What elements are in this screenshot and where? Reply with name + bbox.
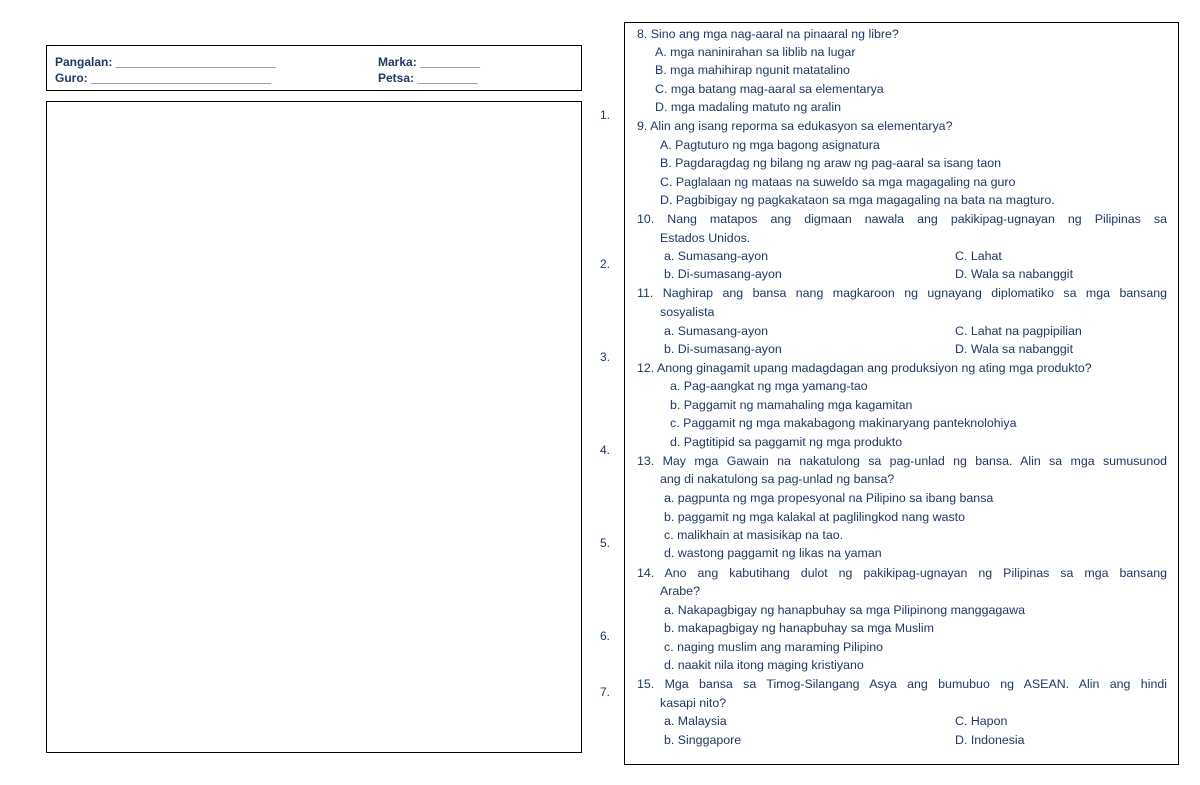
choice-b: b. paggamit ng mga kalakal at paglilingkod nang wasto — [664, 510, 966, 524]
choice-a: a. Malaysia — [664, 714, 727, 728]
choice-a: a. Pag-aangkat ng mga yamang-tao — [670, 379, 868, 393]
answer-number: 3. — [600, 350, 611, 364]
answer-number: 7. — [600, 685, 611, 699]
answer-number: 2. — [600, 257, 611, 271]
answer-area — [46, 101, 582, 753]
choice-a: a. Nakapagbigay ng hanapbuhay sa mga Pilipinong manggagawa — [664, 603, 1025, 617]
student-info-box — [46, 45, 582, 91]
question-stem: 11. Naghirap ang bansa nang magkaroon ng ugnayang diplomatiko sa mga bansang — [637, 286, 1167, 300]
question-stem-cont: sosyalista — [660, 305, 715, 319]
choice-d: D. Indonesia — [955, 733, 1025, 747]
choice-b: b. Di-sumasang-ayon — [664, 267, 782, 281]
choice-c: C. Lahat — [955, 249, 1002, 263]
choice-a: a. pagpunta ng mga propesyonal na Pilipino sa ibang bansa — [664, 491, 994, 505]
choice-b: b. Singgapore — [664, 733, 742, 747]
choice-d: d. wastong paggamit ng likas na yaman — [664, 546, 882, 560]
name-field[interactable]: Pangalan: ________________________ — [55, 55, 276, 69]
choice-c: c. naging muslim ang maraming Pilipino — [664, 640, 884, 654]
teacher-field[interactable]: Guro: ___________________________ — [55, 71, 272, 85]
choice-c: C. Lahat na pagpipilian — [955, 324, 1082, 338]
choice-d: D. Wala sa nabanggit — [955, 267, 1074, 281]
choice-b: B. mga mahihirap ngunit matatalino — [655, 63, 850, 77]
choice-d: d. naakit nila itong maging kristiyano — [664, 658, 864, 672]
question-stem-cont: Estados Unidos. — [660, 231, 751, 245]
answer-number: 4. — [600, 443, 611, 457]
question-stem: 10. Nang matapos ang digmaan nawala ang pakikipag-ugnayan ng Pilipinas sa — [637, 212, 1167, 226]
choice-b: B. Pagdaragdag ng bilang ng araw ng pag-aaral sa isang taon — [660, 156, 1001, 170]
choice-d: d. Pagtitipid sa paggamit ng mga produkto — [670, 435, 903, 449]
question-stem: 15. Mga bansa sa Timog-Silangang Asya ang bumubuo ng ASEAN. Alin ang hindi — [637, 677, 1167, 691]
choice-a: A. mga naninirahan sa liblib na lugar — [655, 45, 856, 59]
choice-a: a. Sumasang-ayon — [664, 249, 769, 263]
question-stem-cont: Arabe? — [660, 584, 700, 598]
question-stem: 12. Anong ginagamit upang madagdagan ang produksiyon ng ating mga produkto? — [637, 361, 1092, 375]
choice-a: a. Sumasang-ayon — [664, 324, 769, 338]
question-stem: 8. Sino ang mga nag-aaral na pinaaral ng libre? — [637, 27, 899, 41]
question-stem-cont: kasapi nito? — [660, 696, 727, 710]
choice-d: D. Wala sa nabanggit — [955, 342, 1074, 356]
score-field[interactable]: Marka: _________ — [378, 55, 481, 69]
question-stem-cont: ang di nakatulong sa pag-unlad ng bansa? — [660, 472, 895, 486]
choice-b: b. makapagbigay ng hanapbuhay sa mga Muslim — [664, 621, 935, 635]
question-stem: 14. Ano ang kabutihang dulot ng pakikipag-ugnayan ng Pilipinas sa mga bansang — [637, 566, 1167, 580]
choice-c: c. Paggamit ng mga makabagong makinaryang panteknolohiya — [670, 416, 1017, 430]
answer-number: 6. — [600, 629, 611, 643]
question-stem: 9. Alin ang isang reporma sa edukasyon sa elementarya? — [637, 119, 953, 133]
answer-number: 5. — [600, 536, 611, 550]
choice-b: b. Paggamit ng mamahaling mga kagamitan — [670, 398, 913, 412]
choice-c: C. Paglalaan ng mataas na suweldo sa mga magagaling na guro — [660, 175, 1016, 189]
choice-b: b. Di-sumasang-ayon — [664, 342, 782, 356]
choice-d: D. mga madaling matuto ng aralin — [655, 100, 841, 114]
choice-d: D. Pagbibigay ng pagkakataon sa mga magagaling na bata na magturo. — [660, 193, 1055, 207]
choice-c: C. Hapon — [955, 714, 1008, 728]
choice-c: c. malikhain at masisikap na tao. — [664, 528, 844, 542]
question-stem: 13. May mga Gawain na nakatulong sa pag-unlad ng bansa. Alin sa mga sumusunod — [637, 454, 1167, 468]
answer-number: 1. — [600, 108, 611, 122]
choice-c: C. mga batang mag-aaral sa elementarya — [655, 82, 884, 96]
choice-a: A. Pagtuturo ng mga bagong asignatura — [660, 138, 880, 152]
date-field[interactable]: Petsa: _________ — [378, 71, 478, 85]
